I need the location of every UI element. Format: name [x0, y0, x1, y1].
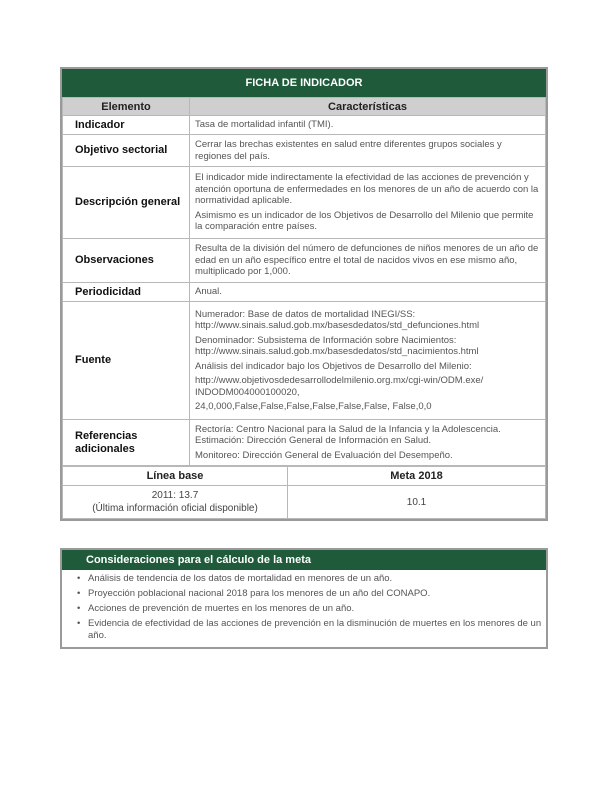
- fuente-paragraph: http://www.objetivosdedesarrollodelmilenio.org.mx/cgi-win/ODM.exe/ INDODM004000100020,: [195, 375, 484, 398]
- list-item: • Análisis de tendencia de los datos de mortalidad en menores de un año.: [86, 573, 546, 585]
- descripcion-paragraph: El indicador mide indirectamente la efectividad de las acciones de prevención y atención oportuna de enfermedades en los menores de un año de acuerdo con la normatividad aplicable.: [195, 172, 539, 207]
- referencias-line: Estimación: Dirección General de Información en Salud.: [195, 435, 432, 447]
- row-value-referencias: [190, 420, 546, 466]
- linea-base-value: 2011: 13.7: [151, 490, 199, 501]
- baseline-table: [62, 466, 546, 519]
- consideraciones-list: [62, 573, 546, 642]
- col-header-caracteristicas: Características: [190, 98, 546, 116]
- table-row: [63, 239, 546, 283]
- list-item: • Evidencia de efectividad de las acciones de prevención en la disminución de muertes en los menores de un año.: [86, 618, 546, 642]
- row-label-objetivo: Objetivo sectorial: [63, 135, 190, 167]
- table-row: [63, 167, 546, 239]
- row-label-observaciones: Observaciones: [63, 239, 190, 283]
- fuente-paragraph: Denominador: Subsistema de Información sobre Nacimientos: http://www.sinais.salud.gob.mx/basesdedatos/std_nacimientos.html: [195, 334, 479, 357]
- meta-2018-value: 10.1: [288, 486, 546, 519]
- linea-base-cell: [63, 486, 288, 519]
- table-row: [63, 283, 546, 302]
- table-row: [63, 302, 546, 420]
- row-label-referencias: Referencias adicionales: [63, 420, 190, 466]
- indicator-table: [62, 97, 546, 466]
- linea-base-header: Línea base: [63, 467, 288, 486]
- table-header-row: [63, 98, 546, 116]
- row-value-objetivo: Cerrar las brechas existentes en salud entre diferentes grupos sociales y regiones del país.: [190, 135, 546, 167]
- table-row: [63, 116, 546, 135]
- row-label-indicador: Indicador: [63, 116, 190, 135]
- referencias-line: Rectoría: Centro Nacional para la Salud de la Infancia y la Adolescencia.: [195, 423, 501, 435]
- col-header-elemento: Elemento: [63, 98, 190, 116]
- ficha-title: FICHA DE INDICADOR: [62, 69, 546, 97]
- row-value-fuente: [190, 302, 546, 420]
- list-item: • Acciones de prevención de muertes en los menores de un año.: [86, 603, 546, 615]
- consideraciones-card: [60, 548, 548, 649]
- row-value-indicador: Tasa de mortalidad infantil (TMI).: [190, 116, 546, 135]
- baseline-value-row: [63, 486, 546, 519]
- ficha-indicador-card: [60, 67, 548, 521]
- row-label-periodicidad: Periodicidad: [63, 283, 190, 302]
- row-label-fuente: Fuente: [63, 302, 190, 420]
- descripcion-paragraph: Asimismo es un indicador de los Objetivos de Desarrollo del Milenio que permite la comparación entre países.: [195, 209, 534, 233]
- row-value-observaciones: Resulta de la división del número de defunciones de niños menores de un año de edad en un año específico entre el total de nacidos vivos en ese mismo año, multiplicado por 1,000.: [190, 239, 546, 283]
- list-item: • Proyección poblacional nacional 2018 para los menores de un año del CONAPO.: [86, 588, 546, 600]
- row-value-descripcion: [190, 167, 546, 239]
- meta-2018-header: Meta 2018: [288, 467, 546, 486]
- fuente-paragraph: 24,0,000,False,False,False,False,False,False, False,0,0: [195, 401, 432, 412]
- linea-base-note: (Última información oficial disponible): [92, 503, 258, 514]
- table-row: [63, 420, 546, 466]
- fuente-paragraph: Numerador: Base de datos de mortalidad INEGI/SS: http://www.sinais.salud.gob.mx/basesdedatos/std_defunciones.html: [195, 308, 480, 331]
- baseline-header-row: [63, 467, 546, 486]
- row-value-periodicidad: Anual.: [190, 283, 546, 302]
- table-row: [63, 135, 546, 167]
- row-label-descripcion: Descripción general: [63, 167, 190, 239]
- fuente-paragraph: Análisis del indicador bajo los Objetivos de Desarrollo del Milenio:: [195, 360, 472, 372]
- consideraciones-title: Consideraciones para el cálculo de la meta: [62, 550, 546, 570]
- referencias-line: Monitoreo: Dirección General de Evaluación del Desempeño.: [195, 449, 453, 461]
